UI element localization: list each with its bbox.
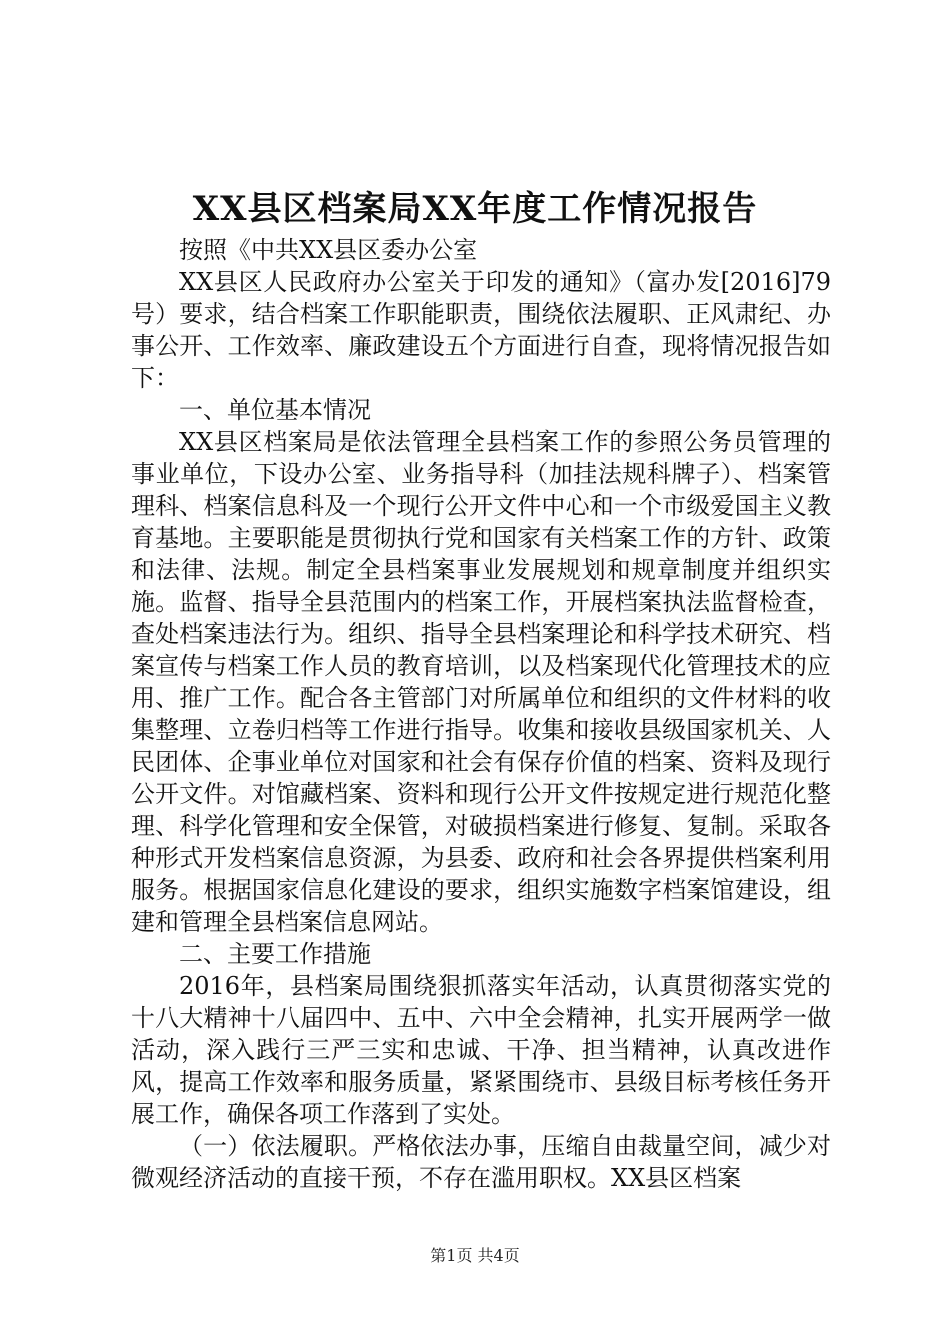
section-heading-measures: 二、主要工作措施 (179, 940, 371, 968)
paragraph-intro: XX县区人民政府办公室关于印发的通知》（富办发[2016]79号）要求，结合档案工作职能职责，围绕依法履职、正风肃纪、办事公开、工作效率、廉政建设五个方面进行自查，现将情况报告如下： (131, 268, 831, 392)
paragraph-lawful-duty: （一）依法履职。严格依法办事，压缩自由裁量空间，减少对微观经济活动的直接干预，不存在滥用职权。XX县区档案 (131, 1132, 831, 1192)
document-title: XX县区档案局XX年度工作情况报告 (192, 189, 758, 229)
page-footer: 第1页 共4页 (430, 1246, 520, 1265)
paragraph-measures: 2016年，县档案局围绕狠抓落实年活动，认真贯彻落实党的十八大精神十八届四中、五中、六中全会精神，扎实开展两学一做活动，深入践行三严三实和忠诚、干净、担当精神，认真改进作风，提高工作效率和服务质量，紧紧围绕市、县级目标考核任务开展工作，确保各项工作落到了实处。 (131, 972, 831, 1128)
document-body (131, 234, 831, 1194)
paragraph-basic-info: XX县区档案局是依法管理全县档案工作的参照公务员管理的事业单位，下设办公室、业务指导科（加挂法规科牌子）、档案管理科、档案信息科及一个现行公开文件中心和一个市级爱国主义教育基地。主要职能是贯彻执行党和国家有关档案工作的方针、政策和法律、法规。制定全县档案事业发展规划和规章制度并组织实施。监督、指导全县范围内的档案工作，开展档案执法监督检查，查处档案违法行为。组织、指导全县档案理论和科学技术研究、档案宣传与档案工作人员的教育培训，以及档案现代化管理技术的应用、推广工作。配合各主管部门对所属单位和组织的文件材料的收集整理、立卷归档等工作进行指导。收集和接收县级国家机关、人民团体、企事业单位对国家和社会有保存价值的档案、资料及现行公开文件。对馆藏档案、资料和现行公开文件按规定进行规范化整理、科学化管理和安全保管，对破损档案进行修复、复制。采取各种形式开发档案信息资源，为县委、政府和社会各界提供档案利用服务。根据国家信息化建设的要求，组织实施数字档案馆建设，组建和管理全县档案信息网站。 (131, 428, 831, 936)
section-heading-basic-info: 一、单位基本情况 (179, 396, 371, 424)
paragraph-intro-line: 按照《中共XX县区委办公室 (179, 236, 478, 264)
